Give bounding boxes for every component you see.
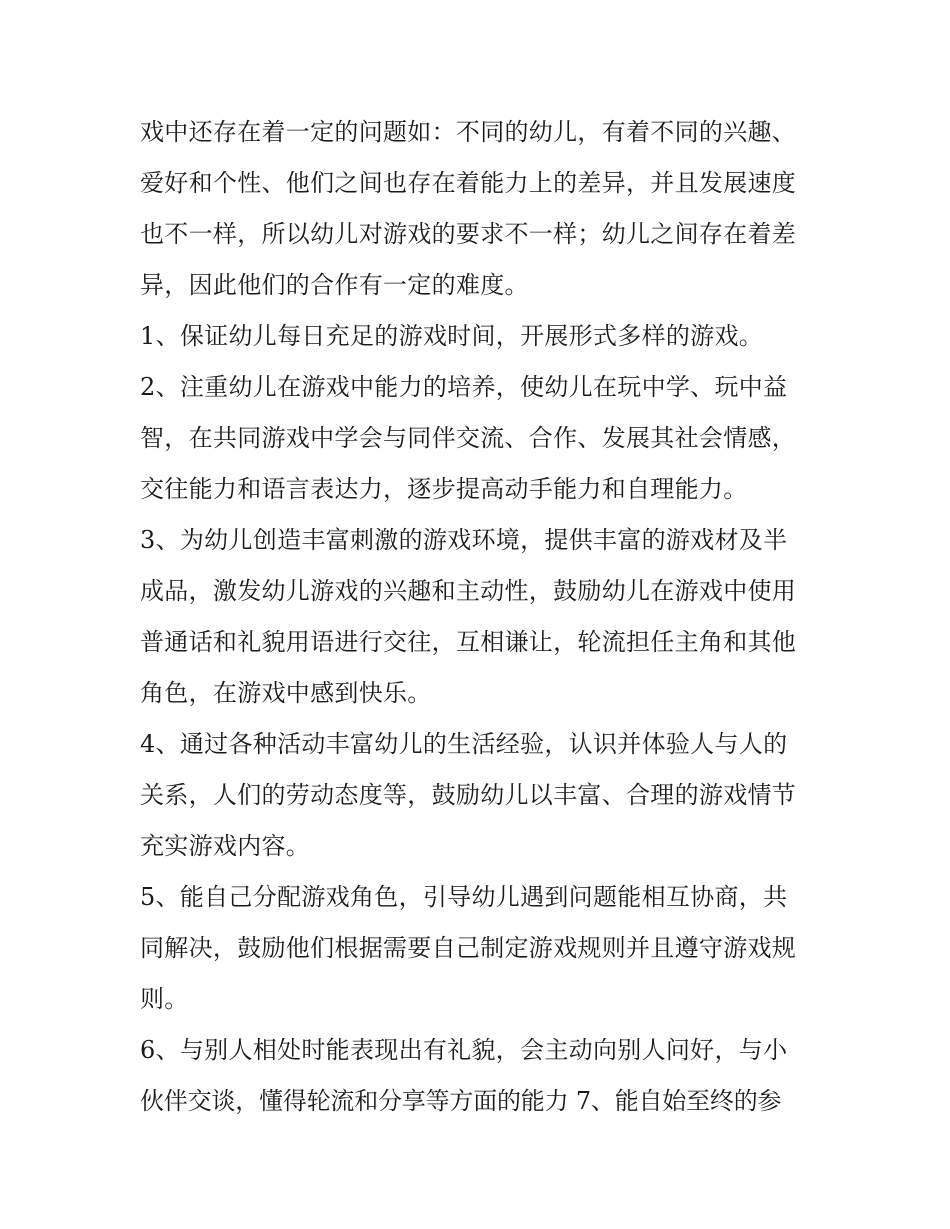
text-line: 智，在共同游戏中学会与同伴交流、合作、发展其社会情感， bbox=[140, 424, 797, 452]
list-item-1: 1、保证幼儿每日充足的游戏时间，开展形式多样的游戏。 bbox=[140, 322, 764, 350]
list-item-6: 6、与别人相处时能表现出有礼貌，会主动向别人问好，与小 bbox=[140, 1036, 788, 1064]
text-line: 伙伴交谈，懂得轮流和分享等方面的能力 7、能自始至终的参 bbox=[140, 1087, 782, 1115]
list-item-2: 2、注重幼儿在游戏中能力的培养，使幼儿在玩中学、玩中益 bbox=[140, 373, 788, 401]
text-line: 成品，激发幼儿游戏的兴趣和主动性，鼓励幼儿在游戏中使用 bbox=[140, 577, 797, 605]
list-item-4: 4、通过各种活动丰富幼儿的生活经验，认识并体验人与人的 bbox=[140, 730, 788, 758]
text-line: 则。 bbox=[140, 985, 189, 1013]
text-line: 也不一样，所以幼儿对游戏的要求不一样；幼儿之间存在着差 bbox=[140, 220, 797, 248]
text-line: 角色，在游戏中感到快乐。 bbox=[140, 679, 432, 707]
text-line: 爱好和个性、他们之间也存在着能力上的差异，并且发展速度 bbox=[140, 169, 797, 197]
text-line: 交往能力和语言表达力，逐步提高动手能力和自理能力。 bbox=[140, 475, 748, 503]
text-line: 同解决，鼓励他们根据需要自己制定游戏规则并且遵守游戏规 bbox=[140, 934, 797, 962]
list-item-3: 3、为幼儿创造丰富刺激的游戏环境，提供丰富的游戏材及半 bbox=[140, 526, 788, 554]
text-line: 普通话和礼貌用语进行交往，互相谦让，轮流担任主角和其他 bbox=[140, 628, 797, 656]
text-line: 异，因此他们的合作有一定的难度。 bbox=[140, 271, 529, 299]
text-line: 关系，人们的劳动态度等，鼓励幼儿以丰富、合理的游戏情节 bbox=[140, 781, 797, 809]
text-line: 戏中还存在着一定的问题如：不同的幼儿，有着不同的兴趣、 bbox=[140, 118, 797, 146]
list-item-5: 5、能自己分配游戏角色，引导幼儿遇到问题能相互协商，共 bbox=[140, 883, 788, 911]
text-line: 充实游戏内容。 bbox=[140, 832, 311, 860]
body-text bbox=[140, 107, 820, 1127]
